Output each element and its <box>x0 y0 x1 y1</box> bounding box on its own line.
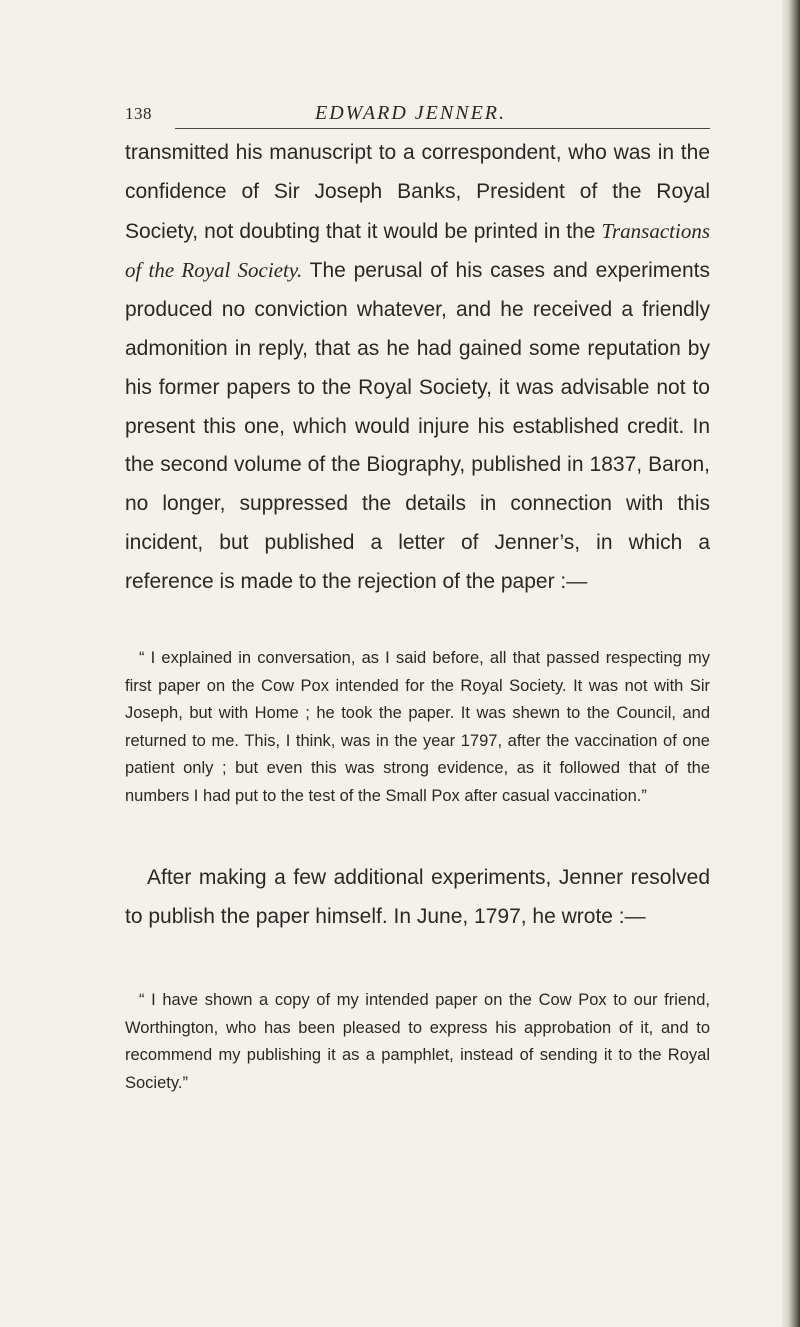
block-quote-2 <box>125 987 710 1097</box>
paragraph-2-text: After making a few additional experiments, Jenner resolved to publish the paper himself. In June, 1797, he wrote :— <box>125 866 710 928</box>
block-quote-1 <box>125 645 710 810</box>
paragraph-1-text: transmitted his manuscript to a correspondent, who was in the confidence of Sir Joseph Banks, President of the Royal Society, not doubting that it would be printed in the <box>125 141 710 243</box>
paragraph-1-text-cont: The perusal of his cases and experiments produced no conviction whatever, and he received a friendly admonition in reply, that as he had gained some reputation by his former papers to the Royal Society, it was advisable not to present this one, which would injure his established credit. In the second volume of the Biography, published in 1837, Baron, no longer, suppressed the details in connection with this incident, but published a letter of Jenner’s, in which a reference is made to the rejection of the paper :— <box>125 259 710 593</box>
page-header <box>125 104 710 130</box>
italic-title: Transactions of the Royal Society. <box>125 218 710 283</box>
paragraph-2 <box>125 859 710 937</box>
page-number: 138 <box>125 104 152 123</box>
page-binding-edge <box>782 0 800 1327</box>
running-head: EDWARD JENNER. <box>315 102 507 124</box>
block-quote-1-text: “ I explained in conversation, as I said before, all that passed respecting my first paper on the Cow Pox intended for the Royal Society. It was not with Sir Joseph, but with Home ; he took the paper. It was shewn to the Council, and returned to me. This, I think, was in the year 1797, after the vaccination of one patient only ; but even this was strong evidence, as it followed that of the numbers I had put to the test of the Small Pox after casual vaccination.” <box>125 649 710 805</box>
block-quote-2-text: “ I have shown a copy of my intended paper on the Cow Pox to our friend, Worthington, who has been pleased to express his approbation of it, and to recommend my publishing it as a pamphlet, instead of sending it to the Royal Society.” <box>125 991 710 1092</box>
paragraph-1 <box>125 134 710 602</box>
header-rule <box>175 128 710 129</box>
